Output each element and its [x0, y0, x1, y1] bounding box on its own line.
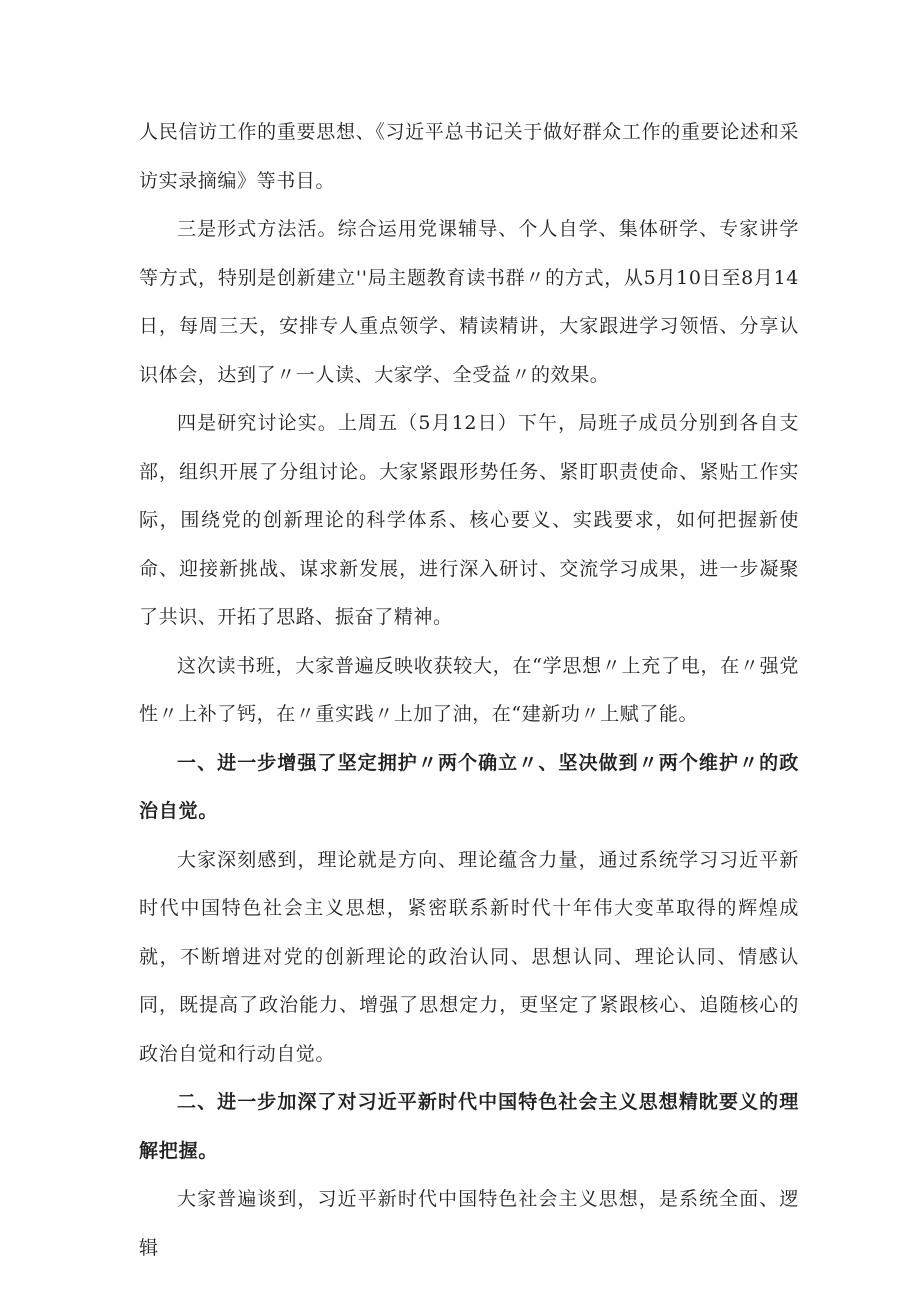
section-heading-2: 二、进一步加深了对习近平新时代中国特色社会主义思想精眈要义的理解把握。 [139, 1091, 799, 1162]
paragraph-methods: 三是形式方法活。综合运用党课辅导、个人自学、集体研学、专家讲学等方式，特别是创新建立''局主题教育读书群〃的方式，从5月10日至8月14日，每周三天，安排专人重点领学、精读精讲，大家跟进学习领悟、分享认识体会，达到了〃一人读、大家学、全受益〃的效果。 [139, 218, 799, 386]
paragraph-section-1: 大家深刻感到，理论就是方向、理论蕴含力量，通过系统学习习近平新时代中国特色社会主义思想，紧密联系新时代十年伟大变革取得的辉煌成就，不断增进对党的创新理论的政治认同、思想认同、理论认同、情感认同，既提高了政治能力、增强了思想定力，更坚定了紧跟核心、追随核心的政治自觉和行动自觉。 [139, 848, 799, 1065]
paragraph-summary: 这次读书班，大家普遍反映收获较大，在“学思想〃上充了电，在〃强党性〃上补了钙，在〃重实践〃上加了油，在“建新功〃上赋了能。 [139, 654, 799, 725]
document-body [139, 108, 799, 1272]
section-heading-1: 一、进一步增强了坚定拥护〃两个确立〃、坚决做到〃两个维护〃的政治自觉。 [139, 751, 799, 822]
paragraph-discussion: 四是研究讨论实。上周五（5月12日）下午，局班子成员分别到各自支部，组织开展了分组讨论。大家紧跟形势任务、紧盯职责使命、紧贴工作实际，围绕党的创新理论的科学体系、核心要义、实践要求，如何把握新使命、迎接新挑战、谋求新发展，进行深入研讨、交流学习成果，进一步凝聚了共识、开拓了思路、振奋了精神。 [139, 412, 799, 628]
paragraph-section-2: 大家普遍谈到，习近平新时代中国特色社会主义思想，是系统全面、逻辑 [139, 1188, 799, 1259]
paragraph-continuation: 人民信访工作的重要思想、《习近平总书记关于做好群众工作的重要论述和采访实录摘编》等书目。 [139, 121, 799, 192]
